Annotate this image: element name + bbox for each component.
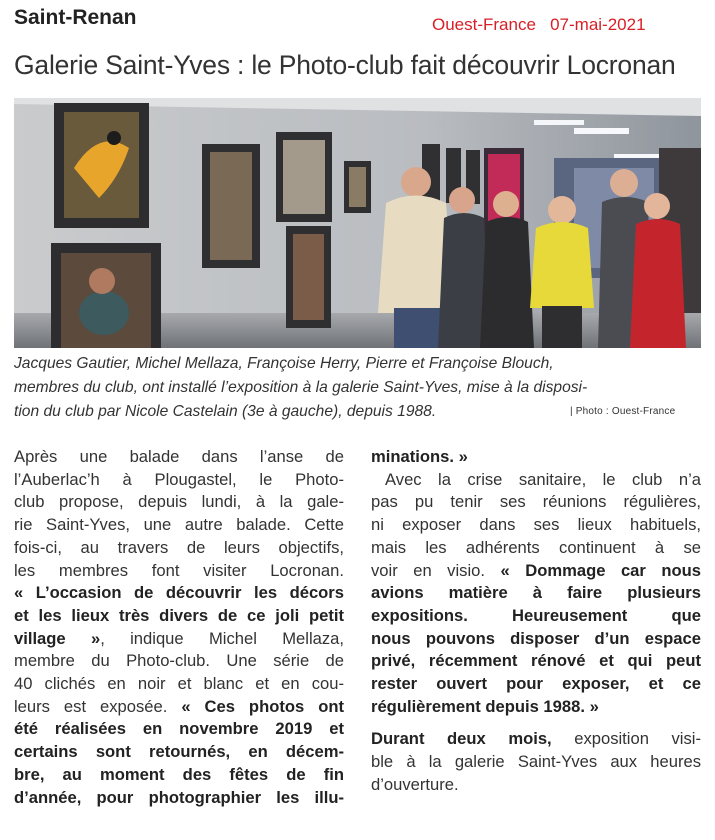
text-line: mais les adhérents continuent à se [371, 537, 701, 557]
text-line: Avec la crise sanitaire, le club n’a [385, 469, 701, 489]
text-line: Après une balade dans l’anse de [14, 447, 344, 466]
quote-line: privé, récemment rénové et qui peut [371, 651, 701, 671]
text-line [371, 728, 701, 751]
article-column-2 [371, 446, 701, 797]
article-photo [14, 98, 701, 348]
text-fragment: exposition visi- [551, 729, 701, 749]
quote-fragment: « Ces photos ont [181, 696, 344, 716]
quote-line: été réalisées en novembre 2019 et [14, 719, 344, 739]
lead-fragment: Durant deux mois, [371, 729, 552, 749]
gallery-photo-image [14, 98, 701, 348]
spacer [371, 718, 701, 728]
quote-line: bre, au moment des fêtes de fin [14, 764, 344, 784]
quote-line: régulièrement depuis 1988. » [371, 696, 599, 716]
caption-line: Jacques Gautier, Michel Mellaza, Françoise Herry, Pierre et Françoise Blouch, [14, 355, 554, 372]
quote-line: avions matière à faire plusieurs [371, 583, 701, 603]
text-line [14, 696, 344, 719]
quote-line: expositions. Heureusement que [371, 605, 701, 625]
text-line: membre du Photo-club. Une série de [14, 651, 344, 671]
text-line: d’ouverture. [371, 774, 459, 794]
text-line: ni exposer dans ses lieux habituels, [371, 515, 701, 535]
quote-line: « L’occasion de découvrir les décors [14, 583, 344, 603]
text-line: pas pu tenir ses réunions régulières, [371, 492, 701, 512]
text-line: l’Auberlac’h à Plougastel, le Photo- [14, 469, 344, 489]
text-line: 40 clichés en noir et blanc et en cou- [14, 674, 344, 694]
article-column-1 [14, 446, 344, 809]
text-line [371, 560, 701, 583]
photo-credit: | Photo : Ouest-France [570, 406, 676, 417]
quote-line: rester ouvert pour exposer, et ce [371, 674, 701, 694]
quote-line: minations. » [371, 447, 468, 466]
headline: Galerie Saint-Yves : le Photo-club fait découvrir Locronan [14, 50, 676, 80]
quote-fragment: « Dommage car nous [500, 560, 701, 580]
text-line: rie Saint-Yves, une autre balade. Cette [14, 515, 344, 535]
quote-fragment: village » [14, 628, 101, 648]
caption-line: membres du club, ont installé l’exposition à la galerie Saint-Yves, mise à la disposi- [14, 379, 588, 396]
quote-line: nous pouvons disposer d’un espace [371, 628, 701, 648]
quote-line: et les lieux très divers de ce joli petit [14, 605, 344, 625]
text-fragment: , indique Michel Mellaza, [100, 628, 344, 648]
section-title: Saint-Renan [14, 6, 137, 29]
text-line: fois-ci, au travers de leurs objectifs, [14, 537, 344, 557]
source-date: Ouest-France 07-mai-2021 [432, 15, 646, 34]
text-fragment: leurs est exposée. [14, 696, 182, 716]
text-fragment: voir en visio. [371, 560, 501, 580]
caption-line: tion du club par Nicole Castelain (3e à gauche), depuis 1988. [14, 403, 437, 420]
text-line: club propose, depuis lundi, à la gale- [14, 492, 344, 512]
text-line: ble à la galerie Saint-Yves aux heures [371, 752, 701, 772]
quote-line: d’année, pour photographier les illu- [14, 787, 344, 807]
quote-line: certains sont retournés, en décem- [14, 742, 344, 762]
text-line: les membres font visiter Locronan. [14, 560, 344, 580]
text-line [14, 628, 344, 651]
